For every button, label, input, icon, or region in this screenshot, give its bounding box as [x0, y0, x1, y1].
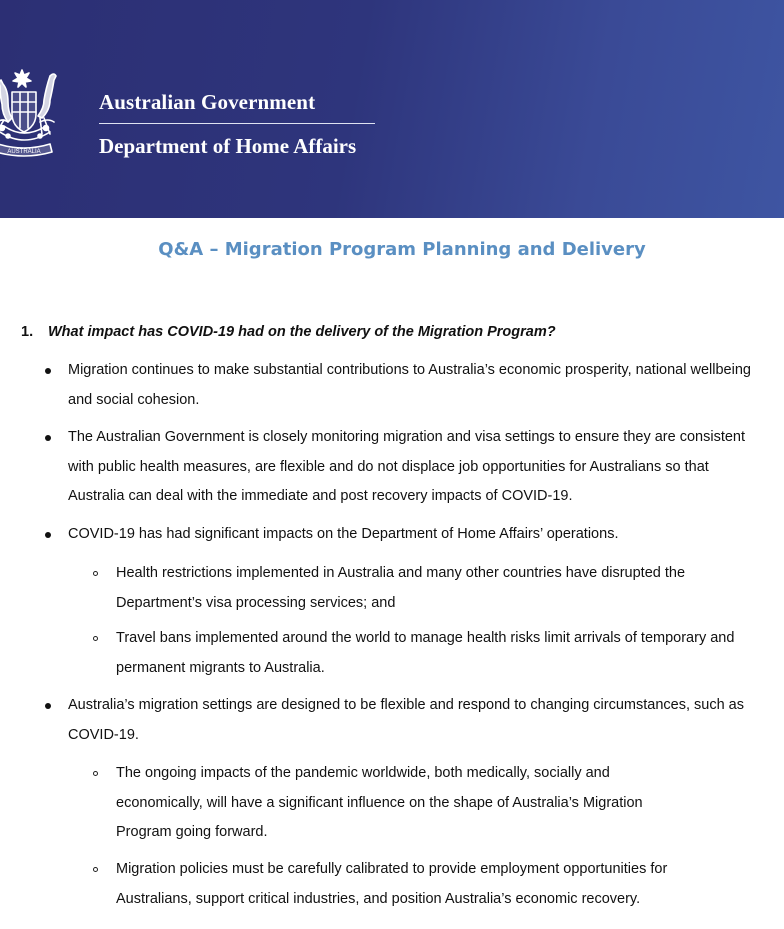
coat-of-arms-logo	[0, 62, 90, 162]
bullet-line: The ongoing impacts of the pandemic worldwide, both medically, socially and	[116, 765, 610, 781]
bullet-line: COVID-19.	[68, 726, 139, 743]
bullet-icon	[45, 368, 51, 374]
bullet-line: Australia can deal with the immediate and post recovery impacts of COVID-19.	[68, 488, 573, 504]
header-divider	[99, 123, 375, 124]
bullet-icon	[45, 435, 51, 441]
bullet-line: Australia’s migration settings are designed to be flexible and respond to changing circumstances, such as	[68, 697, 744, 713]
bullet-icon	[45, 532, 51, 538]
bullet-line: Migration continues to make substantial contributions to Australia’s economic prosperity, national wellbeing	[68, 362, 751, 378]
bullet-item-4	[68, 691, 744, 750]
bullet-line: COVID-19 has had significant impacts on the Department of Home Affairs’ operations.	[68, 526, 619, 542]
bullet-line: Australians, support critical industries, and position Australia’s economic recovery.	[116, 890, 641, 907]
bullet-line: The Australian Government is closely monitoring migration and visa settings to ensure they are consistent	[68, 429, 746, 445]
bullet-line: Health restrictions implemented in Australia and many other countries have disrupted the	[116, 565, 686, 581]
bullet-item-3	[68, 520, 618, 550]
sub-bullet-item	[116, 855, 667, 914]
bullet-line: Program going forward.	[116, 824, 268, 840]
sub-bullet-icon	[93, 867, 98, 872]
question-number: 1.	[21, 324, 34, 340]
sub-bullet-icon	[93, 571, 98, 576]
sub-bullet-item	[116, 759, 643, 848]
crest-motto: AUSTRALIA	[7, 149, 41, 155]
document-title: Q&A – Migration Program Planning and Delivery	[158, 239, 646, 260]
bullet-line: with public health measures, are flexible and do not displace job opportunities for Australians so that	[68, 458, 709, 475]
header-banner	[0, 0, 784, 218]
sub-bullet-icon	[93, 771, 98, 776]
bullet-line: economically, will have a significant influence on the shape of Australia’s Migration	[116, 794, 643, 811]
sub-bullet-icon	[93, 636, 98, 641]
sub-bullet-item	[116, 559, 685, 618]
question-heading	[21, 324, 556, 340]
bullet-line: Travel bans implemented around the world to manage health risks limit arrivals of temporary and	[116, 630, 735, 646]
question-text: What impact has COVID-19 had on the delivery of the Migration Program?	[48, 324, 556, 340]
bullet-line: Migration policies must be carefully calibrated to provide employment opportunities for	[116, 861, 668, 877]
sub-bullet-item	[116, 624, 734, 683]
bullet-item-2	[68, 423, 745, 512]
bullet-icon	[45, 703, 51, 709]
department-name: Department of Home Affairs	[99, 134, 357, 158]
government-name: Australian Government	[99, 90, 316, 114]
bullet-item-1	[68, 356, 751, 415]
bullet-line: permanent migrants to Australia.	[116, 659, 325, 676]
bullet-line: Department’s visa processing services; and	[116, 594, 396, 611]
bullet-line: and social cohesion.	[68, 391, 200, 408]
